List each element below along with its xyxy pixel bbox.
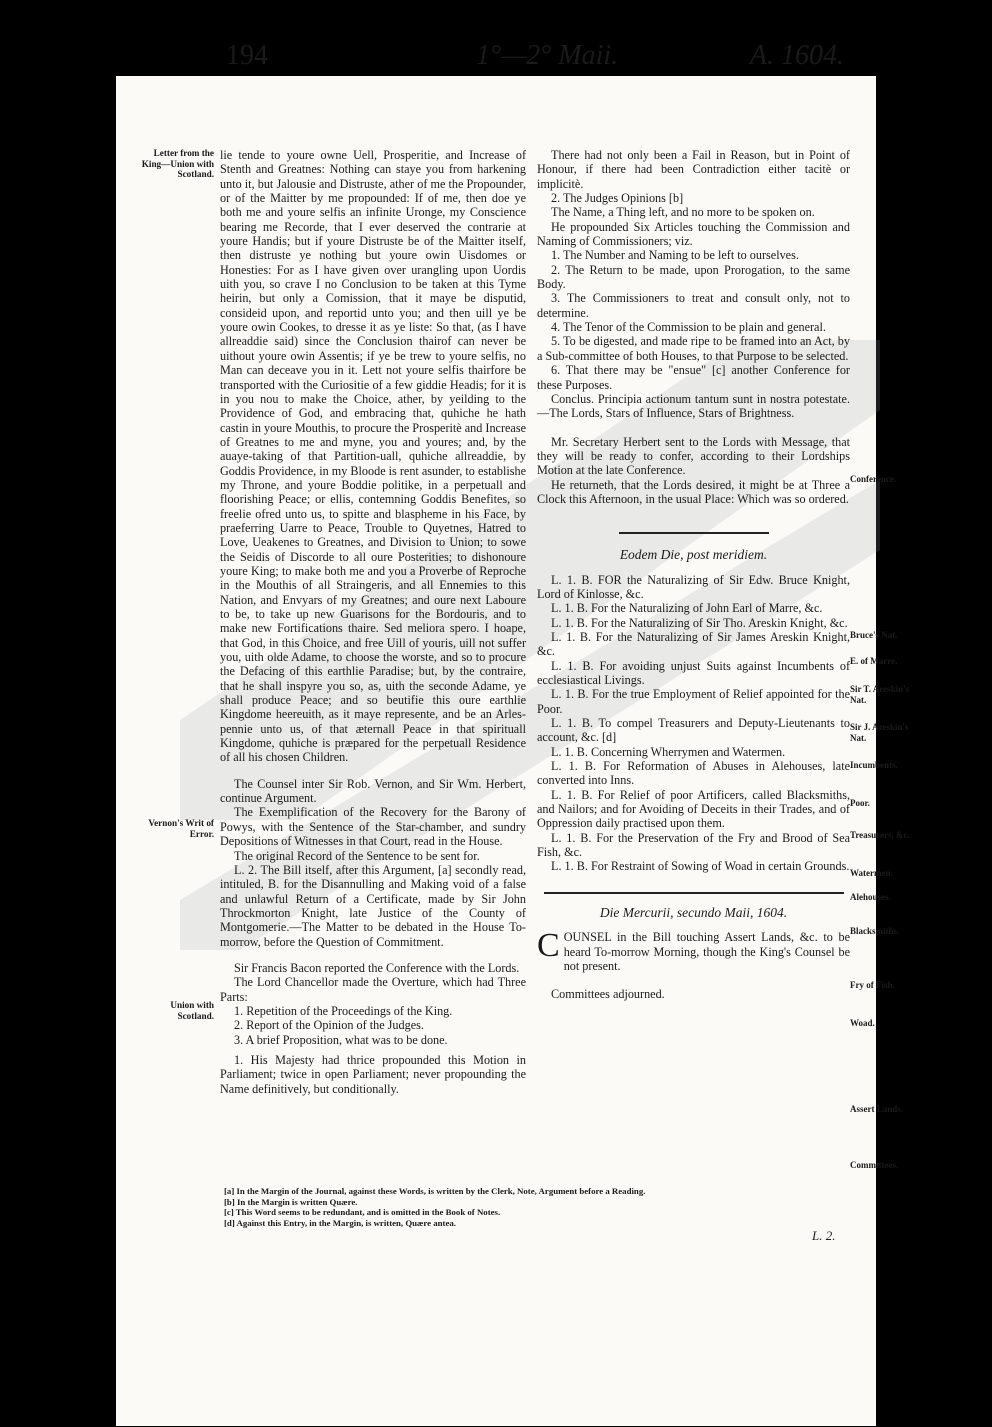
vernon-para-2: The Exemplification of the Recovery for the Barony of Powys, with the Sentence of the Star-chamber, and sundry Depositions of Witnesses in that Court, read in the House. — [220, 805, 526, 849]
bill-2: L. 1. B. For the Naturalizing of John Earl of Marre, &c. — [551, 601, 823, 616]
vernon-para-1: The Counsel inter Sir Rob. Vernon, and Sir Wm. Herbert, continue Argument. — [220, 776, 526, 806]
union-para-1: Sir Francis Bacon reported the Conference with the Lords. — [234, 960, 520, 975]
margin-note-fry-of-fish: Fry of Fish. — [850, 980, 895, 990]
right-para-4: He propounded Six Articles touching the Commission and Naming of Commissioners; viz. — [537, 219, 850, 249]
union-item-2: 2. Report of the Opinion of the Judges. — [234, 1018, 424, 1033]
margin-note-watermen: Watermen. — [850, 868, 893, 878]
union-para-2: The Lord Chancellor made the Overture, which had Three Parts: — [220, 975, 526, 1004]
vernon-para-4: L. 2. The Bill itself, after this Argument, [a] secondly read, intituled, B. for the Disannulling and Making void of a false and unlawful Return of a Certificate, made by Sir John Throckmorton Knight, late Justice of the County of Montgomerie.—The Matter to be debated in the House To-morrow, before the Question of Commitment. — [220, 862, 526, 949]
margin-note-alehouses: Alehouses. — [850, 892, 891, 902]
union-item-1: 1. Repetition of the Proceedings of the King. — [234, 1003, 453, 1018]
margin-note-t-areskin: Sir T. Areskin's Nat. — [850, 684, 910, 705]
union-para-3: 1. His Majesty had thrice propounded this Motion in Parliament; twice in open Parliament; never propounding the Name definitively, but conditionally. — [220, 1052, 526, 1096]
vernon-para-3: The original Record of the Sentence to be sent for. — [234, 848, 480, 863]
bill-1: L. 1. B. FOR the Naturalizing of Sir Edw. Bruce Knight, Lord of Kinlosse, &c. — [537, 572, 850, 601]
bill-4: L. 1. B. For the Naturalizing of Sir James Areskin Knight, &c. — [537, 629, 850, 659]
article-5: 5. To be digested, and made ripe to be framed into an Act, by a Sub-committee of both Houses, to that Purpose to be selected. — [537, 334, 850, 363]
bill-6: L. 1. B. For the true Employment of Relief appointed for the Poor. — [537, 687, 850, 716]
article-2: 2. The Return to be made, upon Prorogation, to the same Body. — [537, 262, 850, 292]
page-year: A. 1604. — [749, 40, 844, 71]
margin-note-marre: E. of Marre. — [850, 656, 898, 666]
eodem-heading: Eodem Die, post meridiem. — [619, 547, 768, 563]
left-column — [220, 148, 526, 1096]
margin-note-union: Union with Scotland. — [170, 1000, 214, 1021]
bill-3: L. 1. B. For the Naturalizing of Sir Tho. Areskin Knight, &c. — [551, 615, 848, 630]
herbert-para-1: Mr. Secretary Herbert sent to the Lords with Message, that they will be ready to confer, according to their Lordships Motion at the late Conference. — [537, 434, 850, 478]
bill-10: L. 1. B. For Relief of poor Artificers, called Blacksmiths, and Nailors; and for Avoiding of Deceits in their Trades, and of Oppression daily practised upon them. — [537, 787, 850, 831]
section-rule-2 — [544, 892, 844, 894]
right-para-1: There had not only been a Fail in Reason, but in Point of Honour, if there had been Contradiction either tacitè or implicitè. — [537, 148, 850, 191]
union-item-3: 3. A brief Proposition, what was to be done. — [234, 1032, 448, 1047]
article-3: 3. The Commissioners to treat and consult only, not to determine. — [537, 291, 850, 320]
page-number: 194 — [226, 40, 268, 71]
mercurii-heading: Die Mercurii, secundo Maii, 1604. — [599, 904, 788, 920]
right-column — [537, 148, 850, 1002]
herbert-para-2: He returneth, that the Lords desired, it might be at Three a Clock this Afternoon, in the usual Place: Which was so ordered. — [537, 477, 850, 506]
page-dates: 1°—2° Maii. — [476, 40, 619, 71]
section-rule-1 — [619, 532, 769, 534]
article-4: 4. The Tenor of the Commission to be plain and general. — [551, 320, 826, 335]
margin-note-woad: Woad. — [850, 1018, 875, 1028]
right-para-2: 2. The Judges Opinions [b] — [551, 191, 684, 206]
footnotes — [224, 1186, 784, 1228]
margin-note-conference: Conference. — [850, 474, 897, 484]
bill-7: L. 1. B. To compel Treasurers and Deputy-Lieutenants to account, &c. [d] — [537, 716, 850, 745]
bill-9: L. 1. B. For Reformation of Abuses in Alehouses, late converted into Inns. — [537, 759, 850, 788]
footnote-b: [b] In the Margin is written Quære. — [224, 1196, 358, 1207]
page-header — [226, 40, 844, 70]
footnote-d: [d] Against this Entry, in the Margin, is written, Quære antea. — [224, 1217, 456, 1228]
margin-note-bruce: Bruce's Nat. — [850, 630, 898, 640]
bill-11: L. 1. B. For the Preservation of the Fry and Brood of Sea Fish, &c. — [537, 830, 850, 860]
article-6: 6. That there may be "ensue" [c] another Conference for these Purposes. — [537, 363, 850, 392]
bill-12: L. 1. B. For Restraint of Sowing of Woad in certain Grounds. — [551, 859, 850, 874]
right-para-3: The Name, a Thing left, and no more to be spoken on. — [551, 205, 815, 220]
margin-note-vernon: Vernon's Writ of Error. — [148, 818, 214, 839]
article-1: 1. The Number and Naming to be left to ourselves. — [551, 248, 799, 263]
footnote-a: [a] In the Margin of the Journal, against these Words, is written by the Clerk, Note, Argument before a Reading. — [224, 1186, 646, 1196]
margin-note-letter: Letter from the King—Union with Scotland. — [141, 148, 214, 179]
footnote-c: [c] This Word seems to be redundant, and is omitted in the Book of Notes. — [224, 1207, 501, 1217]
drop-cap: C — [537, 927, 560, 965]
letter-text: lie tende to youre owne Uell, Prosperitie, and Increase of Stenth and Greatnes: Nothing can staye you from harkening unto it, but Jalousie and Distruste, ather of me the Propounder, or of the Maitter by me propounded: If of me, then doe ye both me and youre selfis an infinite Uronge, my Conscience bearing me Recorde, that I ever deserved the contrarie at youre Handis; but if youre Distruste be of the Maitter itself, then distruste ye nothing but youre owin Uisdomes or Honesties: For as I have given over urangling upon Uordis uith you, so crave I no Conclusion to be taken at this Tyme heirin, but only a Comission, that it maye be disputid, consideid upon, and reportid unto you; and then uill ye be youre owin Cookes, to dresse it as ye liste: So that, (as I have allreaddie said) since the Conclusion thairof can never be uithout youre owin Assentis; if ye be trew to youre selfis, no Man can deceave you in it. Lett not youre selfis thairfore be transported with the Curiositie of a few giddie Headis; for it is in you nou to make the Choice, ather, by yeilding to the Providence of God, and embracing that, quhiche he hath castin in youre Mouthis, to procure the Prosperitè and Increase of Greatnes to me and myne, you and youres; and, by the auaye-taking of that Partition-uall, quhiche allreaddie, by Goddis Providence, in my Bloode is rent asunder, to establishe my Throne, and youre Boddie politike, in a perpetuall and floorishing Peace; or ellis, contemning Goddis Benefites, so freelie ofred unto us, to spitte and blaspheme in his Face, by praeferring Uarre to Peace, Trouble to Quyetnes, Hatred to Love, Ueakenes to Greatnes, and Division to Union; to sowe the Seidis of Discorde to all oure Posterities; to dishonoure youre King; to make both me and you a Proverbe of Reproche in the Mouthis of all Straingeris, and all Ennemies to this Nation, and Envyars of my Greatnes; and oure next Laboure to be, to take up new Guarisons for the Bordouris, and to make new Fortifications thaire. Sed meliora spero. I hoape, that God, in this Choice, and free Uill of youris, uill not suffer you, uith olde Adame, to choose the worste, and so to procure the Defacing of this earthlie Paradise; but, by the contraire, that he shall inspyre you so, as, uith the seconde Adame, ye shall produce Peace; and so beutifie this oure earthlie Kingdome heereuith, as it maye represente, and be an Arles-pennie unto us, of that æternall Peace in that spirituall Kingdome, quhiche is præpared for the perpetuall Residence of all his chosen Children. — [220, 148, 526, 765]
counsel-para — [537, 927, 850, 973]
margin-note-poor: Poor. — [850, 798, 870, 808]
catchword: L. 2. — [812, 1228, 836, 1243]
margin-note-j-areskin: Sir J. Areskin's Nat. — [850, 722, 909, 743]
margin-note-incumbents: Incumbents. — [850, 760, 898, 770]
counsel-text: OUNSEL in the Bill touching Assert Lands, &c. to be heard To-morrow Morning, though the King's Counsel be not present. — [563, 930, 850, 973]
margin-note-assert-lands: Assert Lands. — [850, 1104, 904, 1114]
bill-8: L. 1. B. Concerning Wherrymen and Watermen. — [551, 744, 786, 759]
margin-note-blacksmiths: Blacksmiths. — [850, 926, 900, 936]
conclus-para: Conclus. Principia actionum tantum sunt in nostra potestate.—The Lords, Stars of Influence, Stars of Brightness. — [537, 391, 850, 421]
margin-note-committees: Committees. — [850, 1160, 899, 1170]
committees-adjourned: Committees adjourned. — [551, 987, 665, 1002]
margin-note-treasurers: Treasurers, &c. — [850, 830, 910, 840]
bill-5: L. 1. B. For avoiding unjust Suits against Incumbents of ecclesiastical Livings. — [537, 658, 850, 687]
